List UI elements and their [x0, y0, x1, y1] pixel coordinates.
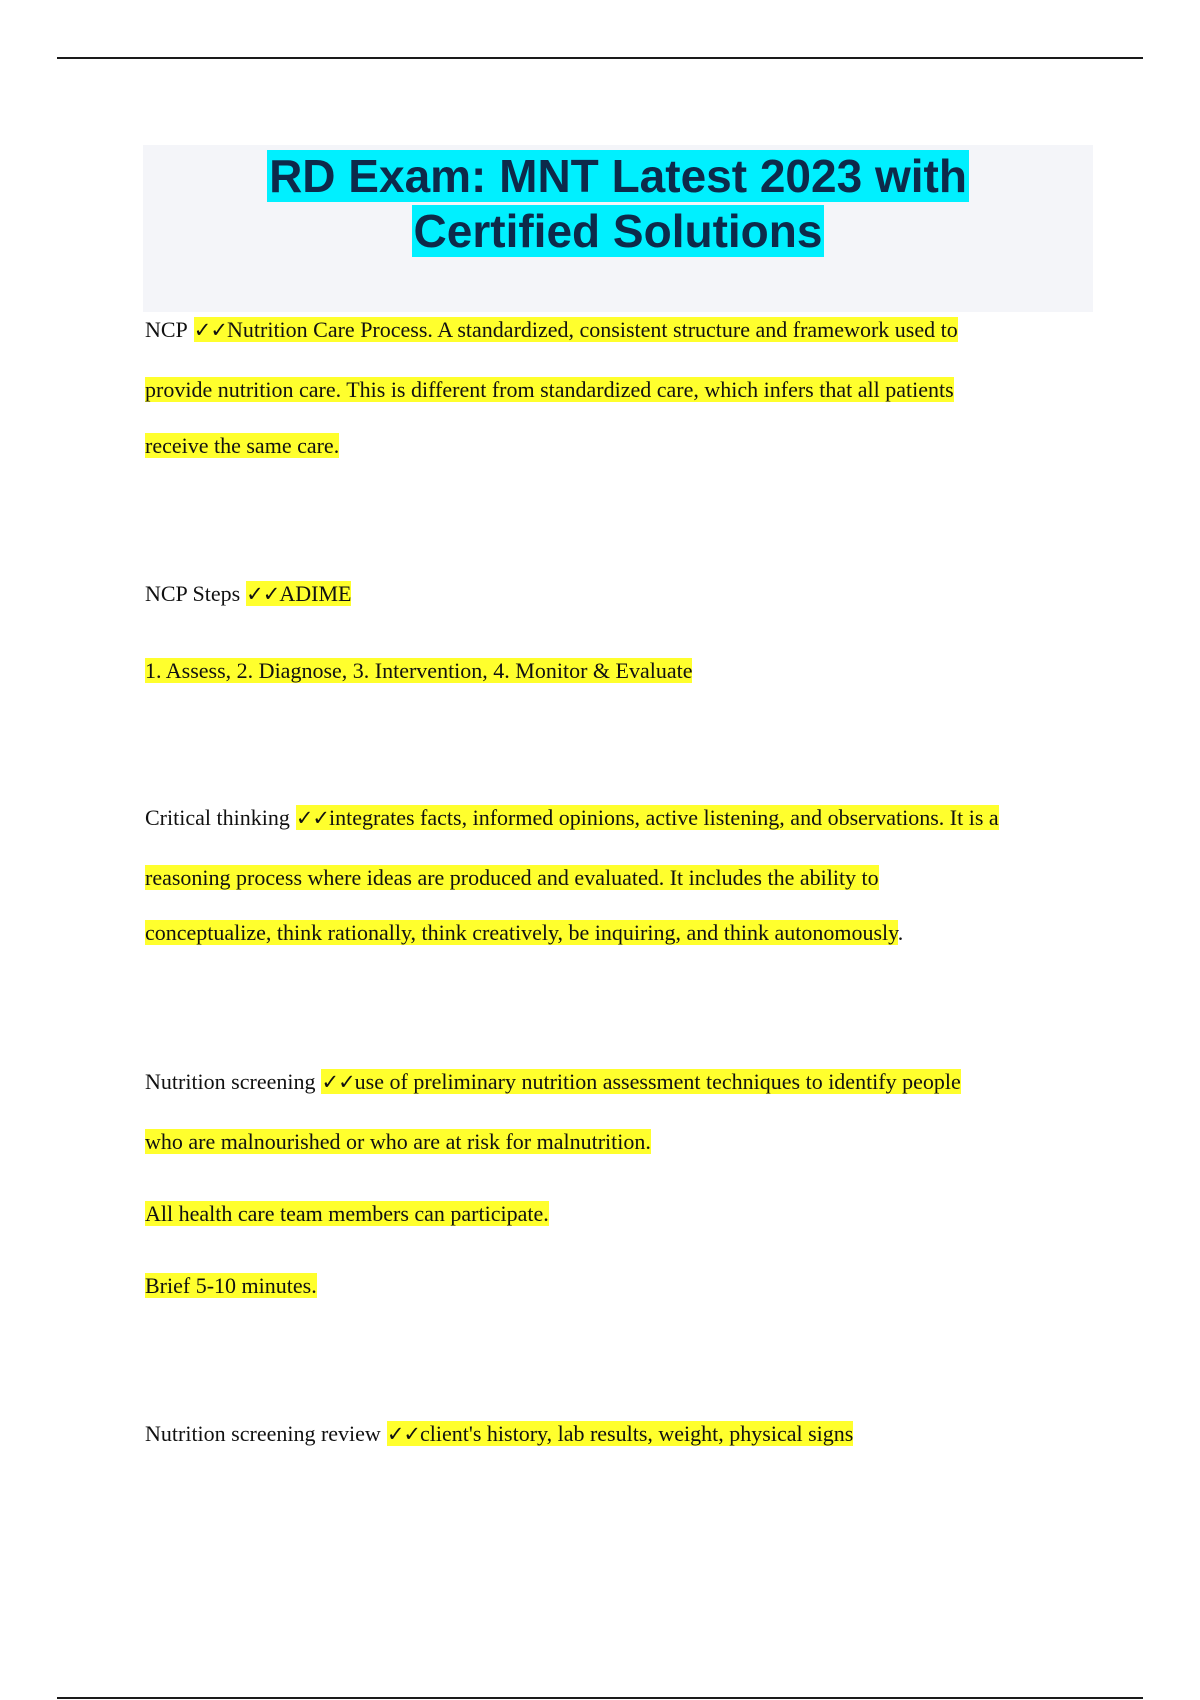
nutrition-screening-term: Nutrition screening: [145, 1069, 316, 1094]
critical-thinking-answer-line-1: [296, 805, 999, 830]
ncp-steps-answer-text-1: ADIME: [279, 581, 352, 606]
critical-thinking-answer-text-2: reasoning process where ideas are produced and evaluated. It includes the ability to: [145, 865, 879, 890]
nutrition-screening-review-entry: [145, 1420, 853, 1448]
nutrition-screening-review-term: Nutrition screening review: [145, 1421, 381, 1446]
nutrition-screening-entry: [145, 1068, 961, 1096]
ncp-steps-entry: [145, 580, 351, 608]
check-mark-icon: ✓✓: [193, 318, 227, 342]
nutrition-screening-review-answer: [387, 1421, 854, 1446]
ncp-answer-line-1: [194, 317, 958, 342]
ncp-answer-line-2: [145, 376, 954, 404]
critical-thinking-answer-line-3: [145, 919, 903, 947]
document-title: [143, 149, 1093, 259]
ncp-answer-text-3: receive the same care.: [145, 433, 340, 458]
ncp-steps-answer-line-1: [246, 581, 351, 606]
ncp-answer-line-3: [145, 432, 339, 460]
title-line-2: Certified Solutions: [413, 205, 823, 257]
check-mark-icon: ✓✓: [295, 806, 330, 830]
nutrition-screening-review-answer-text: client's history, lab results, weight, physical signs: [420, 1421, 854, 1446]
nutrition-screening-answer-text-4: Brief 5-10 minutes.: [145, 1273, 317, 1298]
nutrition-screening-answer-text-2: who are malnourished or who are at risk for malnutrition.: [145, 1129, 651, 1154]
ncp-steps-answer-text-2: 1. Assess, 2. Diagnose, 3. Intervention, 4. Monitor & Evaluate: [145, 658, 693, 683]
top-rule: [57, 57, 1143, 59]
critical-thinking-answer-line-2: [145, 864, 879, 892]
check-mark-icon: ✓✓: [246, 582, 280, 606]
nutrition-screening-answer-line-4: [145, 1272, 317, 1300]
title-line-1: RD Exam: MNT Latest 2023 with: [269, 150, 967, 202]
nutrition-screening-answer-line-1: [321, 1069, 960, 1094]
document-title-block: [143, 145, 1093, 312]
check-mark-icon: ✓✓: [321, 1070, 355, 1094]
nutrition-screening-answer-text-1: use of preliminary nutrition assessment techniques to identify people: [354, 1069, 961, 1094]
nutrition-screening-answer-text-3: All health care team members can participate.: [145, 1201, 549, 1226]
ncp-answer-text-2: provide nutrition care. This is different from standardized care, which infers that all patients: [145, 377, 954, 402]
check-mark-icon: ✓✓: [386, 1422, 421, 1446]
ncp-answer-text-1: Nutrition Care Process. A standardized, consistent structure and framework used to: [227, 317, 958, 342]
nutrition-screening-answer-line-2: [145, 1128, 651, 1156]
ncp-steps-term: NCP Steps: [145, 581, 241, 606]
ncp-steps-answer-line-2: [145, 657, 692, 685]
bottom-rule: [57, 1697, 1143, 1699]
critical-thinking-term: Critical thinking: [145, 805, 290, 830]
critical-thinking-answer-text-3: conceptualize, think rationally, think creatively, be inquiring, and think autonomously: [145, 920, 898, 945]
ncp-entry: [145, 316, 958, 344]
critical-thinking-entry: [145, 804, 999, 832]
nutrition-screening-answer-line-3: [145, 1200, 549, 1228]
ncp-term: NCP: [145, 317, 188, 342]
critical-thinking-period: .: [897, 920, 904, 945]
critical-thinking-answer-text-1: integrates facts, informed opinions, active listening, and observations. It is a: [329, 805, 999, 830]
